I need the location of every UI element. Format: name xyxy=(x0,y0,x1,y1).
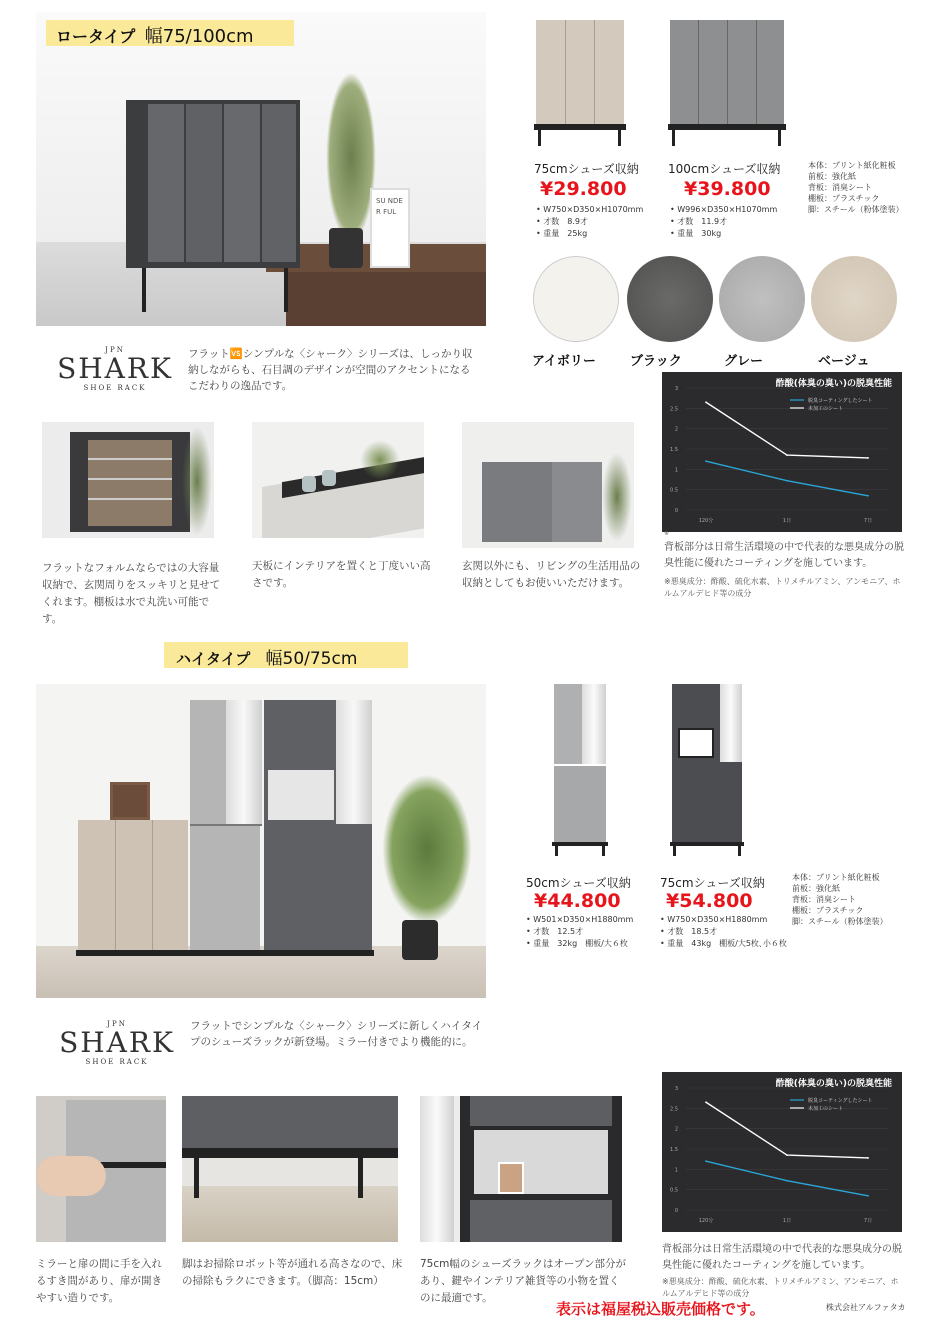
low-shark-logo xyxy=(56,346,174,392)
high-type-label: ハイタイプ xyxy=(176,650,251,668)
logo-shark: SHARK xyxy=(59,1026,175,1059)
product-100-low-name: 100cmシューズ収納 xyxy=(668,162,781,176)
low-hero-photo xyxy=(36,12,486,326)
legend-label: 未加工のシート xyxy=(808,1106,844,1112)
high-feature-text-1: ミラーと扉の間に手を入れるすき間があり、扉が開きやすい造りです。 xyxy=(36,1258,162,1304)
low-feature-text-2: 天板にインテリアを置くと丁度いい高さです。 xyxy=(252,560,431,589)
logo-shark: SHARK xyxy=(57,352,173,385)
material-line: 脚：スチール（粉体塗装） xyxy=(808,205,904,214)
logo-sub: SHOE RACK xyxy=(83,384,147,392)
x-tick-label: 1日 xyxy=(782,518,792,524)
material-line: 棚板：プラスチック xyxy=(808,194,880,203)
data-point xyxy=(867,1157,869,1159)
hero-art-frame: SU NDER FUL xyxy=(370,188,410,268)
data-point xyxy=(867,1195,869,1197)
series-line xyxy=(706,402,868,458)
y-tick-label: 2 xyxy=(674,1126,678,1133)
chart-title: 酢酸(体臭の臭い)の脱臭性能 xyxy=(775,379,892,389)
spec-line: • 才数 18.5才 xyxy=(660,927,718,936)
low-materials xyxy=(808,160,904,215)
low-deodorize-chart xyxy=(662,372,902,532)
y-tick-label: 1.5 xyxy=(670,447,678,453)
material-line: 本体：プリント紙化粧板 xyxy=(792,873,880,882)
high-feature-photo-1 xyxy=(36,1096,166,1242)
low-feature-photo-1 xyxy=(42,422,214,538)
product-75-high-price: ¥54.800 xyxy=(666,890,753,912)
material-line: 棚板：プラスチック xyxy=(792,906,864,915)
legend-label: 脱臭コーティングしたシート xyxy=(808,398,873,404)
product-100-low-specs xyxy=(670,204,777,240)
low-feature-photo-2 xyxy=(252,422,424,538)
high-feature-text-3: 75cm幅のシューズラックはオープン部分があり、鍵やインテリア雑貨等の小物を置くのに最適です。 xyxy=(420,1258,626,1304)
product-50-high-image xyxy=(552,684,608,856)
low-feature-text-3: 玄関以外にも、リビングの生活用品の収納としてもお使いいただけます。 xyxy=(462,560,641,589)
product-75-low-price: ¥29.800 xyxy=(540,178,627,200)
material-line: 本体：プリント紙化粧板 xyxy=(808,161,896,170)
spec-line: • 重量 25kg xyxy=(536,229,588,238)
x-tick-label: 7日 xyxy=(863,1218,873,1224)
swatch-label-ivory: アイボリー xyxy=(532,354,596,369)
low-chart-note-mark: ※ xyxy=(664,530,670,537)
series-line xyxy=(706,461,868,496)
x-tick-label: 120分 xyxy=(698,518,714,524)
low-width-label: 幅75/100cm xyxy=(144,26,254,47)
product-100-low-image xyxy=(668,18,786,148)
chart-svg xyxy=(662,372,902,532)
y-tick-label: 0 xyxy=(674,1208,678,1214)
x-tick-label: 120分 xyxy=(698,1218,714,1224)
y-tick-label: 0.5 xyxy=(670,1187,678,1194)
high-chart-note: ※悪臭成分：酢酸、硫化水素、トリメチルアミン、アンモニア、ホルムアルデヒド等の成分 xyxy=(662,1277,899,1298)
low-type-tag xyxy=(46,20,294,46)
legend-label: 脱臭コーティングしたシート xyxy=(808,1098,873,1104)
high-width-label: 幅50/75cm xyxy=(265,649,358,669)
product-75-high-name: 75cmシューズ収納 xyxy=(660,876,765,890)
swatch-ivory xyxy=(533,256,619,342)
y-tick-label: 2 xyxy=(674,426,678,433)
y-tick-label: 3 xyxy=(674,1086,678,1092)
spec-line: • W750×D350×H1880mm xyxy=(660,915,768,924)
data-point xyxy=(867,457,869,459)
swatch-label-black: ブラック xyxy=(630,354,682,369)
data-point xyxy=(786,1180,788,1182)
low-intro-text: フラット🆚シンプルな〈シャーク〉シリーズは、しっかり収納しながらも、石目調のデザインが空間のアクセントになるこだわりの逸品です。 xyxy=(188,348,473,392)
spec-line: • 重量 32kg 棚板/大６枚 xyxy=(526,939,628,948)
y-tick-label: 0.5 xyxy=(670,487,678,494)
swatch-black xyxy=(627,256,713,342)
data-point xyxy=(786,454,788,456)
material-line: 背板：消臭シート xyxy=(792,895,856,904)
data-point xyxy=(867,495,869,497)
material-line: 背板：消臭シート xyxy=(808,183,872,192)
high-feature-photo-2 xyxy=(182,1096,398,1242)
product-50-high-specs xyxy=(526,914,633,950)
product-75-low-name: 75cmシューズ収納 xyxy=(534,162,639,176)
logo-jpn: JPN xyxy=(105,346,125,354)
spec-line: • 才数 8.9才 xyxy=(536,217,588,226)
y-tick-label: 2.5 xyxy=(670,1106,678,1113)
series-line xyxy=(706,1102,868,1158)
series-line xyxy=(706,1161,868,1196)
company-name: 株式会社アルファタカ xyxy=(826,1303,906,1312)
data-point xyxy=(705,401,707,403)
y-tick-label: 1 xyxy=(674,467,678,474)
high-chart-caption: 背板部分は日常生活環境の中で代表的な悪臭成分の脱臭性能に優れたコーティングを施しています。 xyxy=(662,1244,902,1271)
low-chart-caption: 背板部分は日常生活環境の中で代表的な悪臭成分の脱臭性能に優れたコーティングを施しています。 xyxy=(664,542,904,569)
product-50-high-name: 50cmシューズ収納 xyxy=(526,876,631,890)
spec-line: • W750×D350×H1070mm xyxy=(536,205,644,214)
low-feature-photo-3 xyxy=(462,422,634,548)
data-point xyxy=(786,480,788,482)
price-notice: 表示は福屋税込販売価格です。 xyxy=(556,1300,765,1318)
swatch-label-gray: グレー xyxy=(724,354,764,369)
spec-line: • 重量 43kg 棚板/大5枚､小６枚 xyxy=(660,939,787,948)
spec-line: • 才数 12.5才 xyxy=(526,927,584,936)
y-tick-label: 1.5 xyxy=(670,1147,678,1153)
high-feature-text-2: 脚はお掃除ロボット等が通れる高さなので、床の掃除もラクにできます。（脚高：15cm） xyxy=(182,1258,403,1287)
logo-sub: SHOE RACK xyxy=(85,1058,149,1066)
y-tick-label: 1 xyxy=(674,1167,678,1174)
spec-line: • 重量 30kg xyxy=(670,229,722,238)
y-tick-label: 2.5 xyxy=(670,406,678,413)
high-shark-logo xyxy=(58,1020,176,1066)
product-75-low-image xyxy=(534,18,626,148)
product-100-low-price: ¥39.800 xyxy=(684,178,771,200)
high-feature-photo-3 xyxy=(420,1096,622,1242)
swatch-label-beige: ベージュ xyxy=(818,354,870,369)
y-tick-label: 3 xyxy=(674,386,678,392)
data-point xyxy=(705,460,707,462)
product-75-low-specs xyxy=(536,204,643,240)
y-tick-label: 0 xyxy=(674,508,678,514)
product-75-high-specs xyxy=(660,914,787,950)
high-type-tag xyxy=(164,642,408,668)
material-line: 前板：強化紙 xyxy=(792,884,840,893)
legend-label: 未加工のシート xyxy=(808,406,844,412)
high-hero-photo xyxy=(36,684,486,998)
spec-line: • W501×D350×H1880mm xyxy=(526,915,634,924)
spec-line: • W996×D350×H1070mm xyxy=(670,205,778,214)
x-tick-label: 1日 xyxy=(782,1218,792,1224)
chart-title: 酢酸(体臭の臭い)の脱臭性能 xyxy=(775,1079,892,1089)
high-materials xyxy=(792,872,888,927)
spec-line: • 才数 11.9才 xyxy=(670,217,728,226)
product-75-high-image xyxy=(670,684,744,856)
chart-svg xyxy=(662,1072,902,1232)
low-type-label: ロータイプ xyxy=(56,27,136,46)
material-line: 前板：強化紙 xyxy=(808,172,856,181)
data-point xyxy=(786,1154,788,1156)
logo-jpn: JPN xyxy=(107,1020,127,1028)
high-deodorize-chart xyxy=(662,1072,902,1232)
low-chart-note: ※悪臭成分：酢酸、硫化水素、トリメチルアミン、アンモニア、ホルムアルデヒド等の成分 xyxy=(664,577,901,598)
swatch-gray xyxy=(719,256,805,342)
x-tick-label: 7日 xyxy=(863,518,873,524)
material-line: 脚：スチール（粉体塗装） xyxy=(792,917,888,926)
data-point xyxy=(705,1101,707,1103)
data-point xyxy=(705,1160,707,1162)
high-intro-text: フラットでシンプルな〈シャーク〉シリーズに新しくハイタイプのシューズラックが新登場。ミラー付きでより機能的に。 xyxy=(190,1020,483,1048)
swatch-beige xyxy=(811,256,897,342)
product-50-high-price: ¥44.800 xyxy=(534,890,621,912)
low-feature-text-1: フラットなフォルムならではの大容量収納で、玄関周りをスッキリと見せてくれます。棚板は水で丸洗い可能です。 xyxy=(42,562,221,625)
